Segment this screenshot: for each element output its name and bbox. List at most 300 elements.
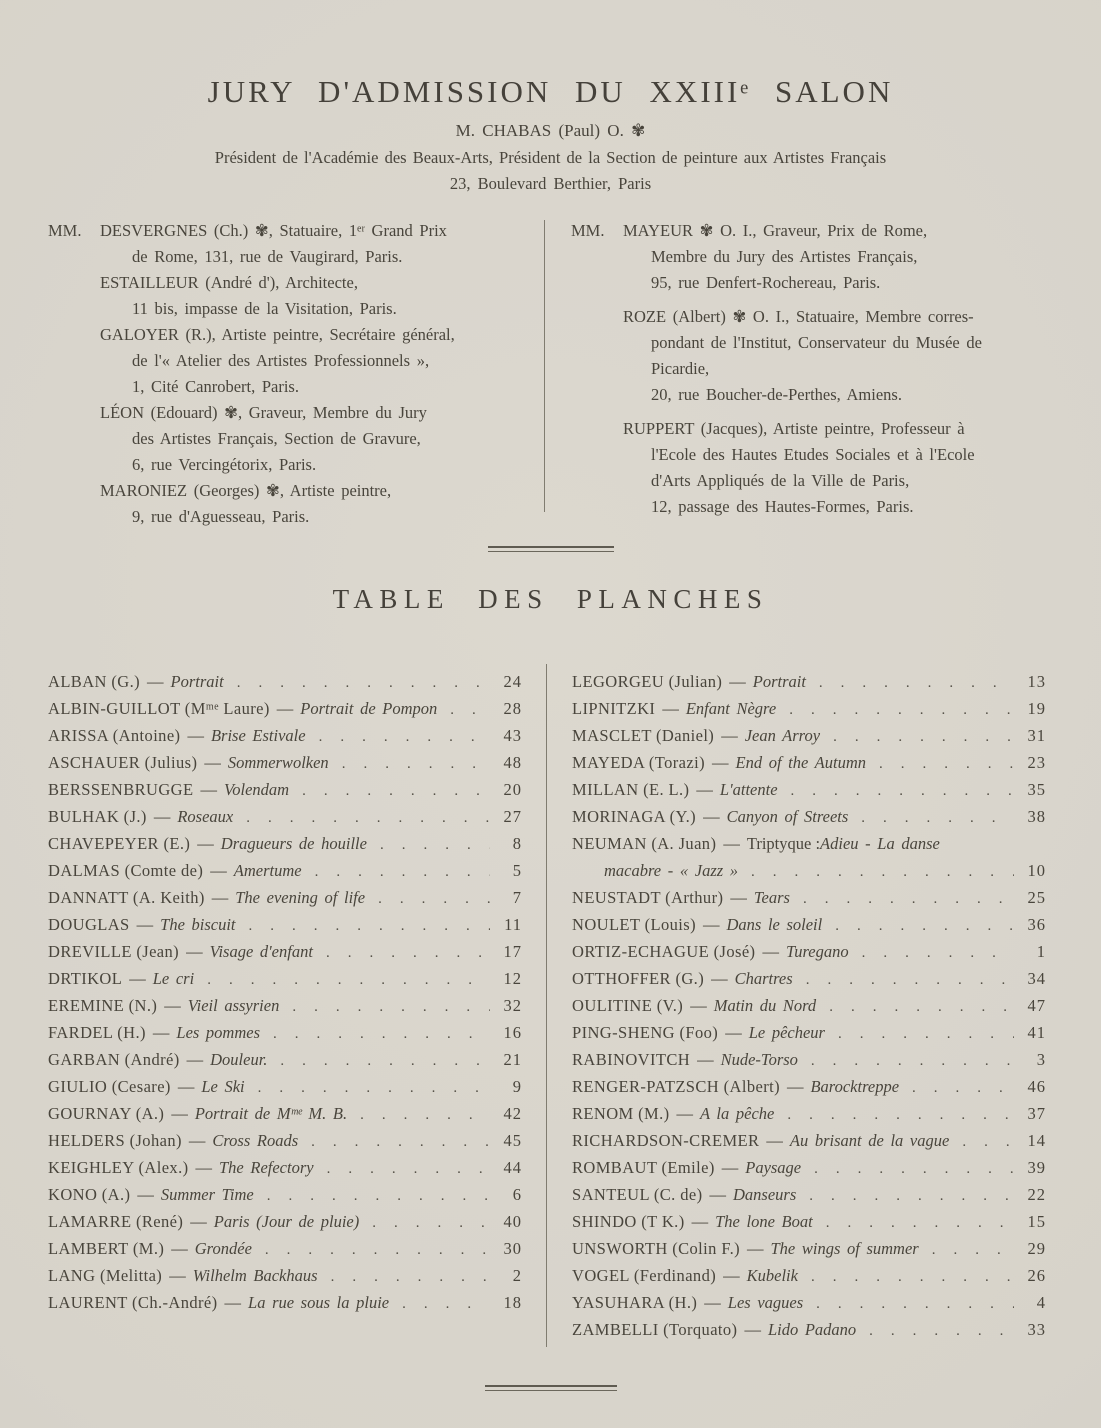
leader-dots (437, 699, 490, 719)
plate-author: LEGORGEU (Julian) (572, 672, 723, 691)
plate-dash: — (762, 942, 779, 961)
plate-dash: — (171, 1104, 188, 1123)
leader-dots (314, 1158, 490, 1178)
plate-entry (48, 1158, 522, 1185)
plate-dash: — (704, 1293, 721, 1312)
jury-president-titles: Président de l'Académie des Beaux-Arts, Président de la Section de peinture aux Artistes Français (214, 148, 887, 167)
plate-page-number: 47 (1027, 996, 1046, 1015)
plate-page-number: 24 (503, 672, 522, 691)
jury-member-line: Picardie, (651, 359, 710, 378)
plate-author: GIULIO (Cesare) (48, 1077, 171, 1096)
jury-member-line: de l'« Atelier des Artistes Professionnels », (132, 351, 430, 370)
plate-title: Paysage (745, 1158, 802, 1177)
leader-dots (778, 780, 1014, 800)
plate-title: Enfant Nègre (685, 699, 777, 718)
leader-dots (790, 888, 1014, 908)
jury-member (571, 218, 1041, 296)
plates-column-left (48, 672, 522, 1347)
plate-title: Paris (Jour de pluie) (213, 1212, 360, 1231)
leader-dots (813, 1212, 1014, 1232)
plate-title: Sommerwolken (227, 753, 329, 772)
plate-title-prefix: Triptyque : (746, 834, 821, 853)
plate-page-number: 37 (1027, 1104, 1046, 1123)
leader-dots (267, 1050, 490, 1070)
plate-entry (572, 1185, 1046, 1212)
jury-member-line: l'Ecole des Hautes Etudes Sociales et à l'Ecole (651, 445, 975, 464)
plate-title: A la pêche (700, 1104, 775, 1123)
plate-dash: — (200, 780, 217, 799)
leader-dots (365, 888, 490, 908)
plate-title: Le Ski (201, 1077, 245, 1096)
plate-dash: — (721, 726, 738, 745)
plate-dash: — (691, 1212, 709, 1231)
plate-entry (572, 834, 1046, 861)
jury-column-left (48, 218, 518, 530)
plate-entry (48, 1266, 522, 1293)
plate-author: KEIGHLEY (Alex.) (48, 1158, 189, 1177)
plate-page-number: 7 (512, 888, 522, 907)
jury-member-line: LÉON (Edouard) ✾, Graveur, Membre du Jury (100, 403, 427, 422)
plate-entry (48, 672, 522, 699)
plate-page-number: 25 (1027, 888, 1046, 907)
plate-entry (48, 1293, 522, 1320)
plate-author: LANG (Melitta) (48, 1266, 163, 1285)
plate-page-number: 30 (503, 1239, 522, 1258)
plate-page-number: 26 (1027, 1266, 1046, 1285)
leader-dots (236, 915, 490, 935)
plate-title: Volendam (223, 780, 290, 799)
plate-author: DALMAS (Comte de) (48, 861, 204, 880)
plate-author: LAMBERT (M.) (48, 1239, 165, 1258)
plate-entry (572, 1158, 1046, 1185)
page-title: JURY D'ADMISSION DU XXIIIᵉ SALON (207, 74, 894, 109)
plate-author: RABINOVITCH (572, 1050, 691, 1069)
plate-dash: — (169, 1266, 186, 1285)
plate-dash: — (276, 699, 294, 718)
plate-dash: — (188, 1131, 206, 1150)
plate-author: GOURNAY (A.) (48, 1104, 165, 1123)
plate-page-number: 35 (1027, 780, 1046, 799)
plate-entry (48, 1077, 522, 1104)
plate-dash: — (766, 1131, 783, 1150)
plate-author: NEUMAN (A. Juan) (572, 834, 717, 853)
plate-author: BULHAK (J.) (48, 807, 147, 826)
plate-page-number: 31 (1027, 726, 1046, 745)
plate-author: ORTIZ-ECHAGUE (José) (572, 942, 756, 961)
plates-column-right (572, 672, 1046, 1347)
plate-page-number: 14 (1027, 1131, 1046, 1150)
plate-author: DRTIKOL (48, 969, 123, 988)
plate-dash: — (187, 726, 204, 745)
plate-page-number: 43 (503, 726, 522, 745)
plate-dash: — (723, 834, 740, 853)
plate-dash: — (224, 1293, 242, 1312)
plate-title: Vieil assyrien (187, 996, 280, 1015)
plate-entry (48, 1104, 522, 1131)
plate-dash: — (129, 969, 146, 988)
plate-entry-continuation (572, 861, 1046, 888)
plate-title: Canyon of Streets (726, 807, 849, 826)
leader-dots (798, 1266, 1014, 1286)
plate-title: Grondée (194, 1239, 252, 1258)
plate-entry (572, 888, 1046, 915)
plate-entry (572, 807, 1046, 834)
leader-dots (367, 834, 490, 854)
jury-member (571, 304, 1041, 408)
plate-title: Portrait de Mᵐᵉ M. B. (194, 1104, 348, 1123)
plate-author: UNSWORTH (Colin F.) (572, 1239, 740, 1258)
leader-dots (194, 969, 490, 989)
leader-dots (856, 1320, 1014, 1340)
leader-dots (347, 1104, 490, 1124)
leader-dots (949, 1131, 1014, 1151)
leader-dots (849, 942, 1014, 962)
plate-page-number: 23 (1027, 753, 1046, 772)
leader-dots (289, 780, 490, 800)
plate-page-number: 5 (512, 861, 522, 880)
plate-dash: — (697, 1050, 714, 1069)
plate-title: Dans le soleil (726, 915, 823, 934)
plate-dash: — (729, 672, 746, 691)
leader-dots (803, 1293, 1014, 1313)
leader-dots (816, 996, 1014, 1016)
jury-president-name: M. CHABAS (Paul) O. ✾ (455, 121, 646, 140)
plate-author: MILLAN (E. L.) (572, 780, 690, 799)
leader-dots (224, 672, 490, 692)
leader-dots (738, 861, 1014, 881)
plate-entry (572, 1104, 1046, 1131)
leader-dots (796, 1185, 1014, 1205)
jury-member (48, 218, 518, 270)
plate-page-number: 46 (1027, 1077, 1046, 1096)
leader-dots (774, 1104, 1014, 1124)
plate-author: NOULET (Louis) (572, 915, 696, 934)
leader-dots (233, 807, 490, 827)
plate-page-number: 39 (1027, 1158, 1046, 1177)
plate-author: DANNATT (A. Keith) (48, 888, 205, 907)
plate-dash: — (186, 942, 203, 961)
plate-author: VOGEL (Ferdinand) (572, 1266, 717, 1285)
plate-author: SHINDO (T K.) (572, 1212, 685, 1231)
plate-entry (48, 1050, 522, 1077)
plate-author: HELDERS (Johan) (48, 1131, 182, 1150)
leader-dots (302, 861, 490, 881)
plate-title: Barocktreppe (810, 1077, 900, 1096)
jury-member (48, 400, 518, 478)
plates-column-divider (546, 664, 547, 1347)
jury-member-line: de Rome, 131, rue de Vaugirard, Paris. (132, 247, 403, 266)
plate-author: LAMARRE (René) (48, 1212, 184, 1231)
plate-title: Danseurs (733, 1185, 797, 1204)
plate-entry (572, 1266, 1046, 1293)
plate-entry (572, 699, 1046, 726)
leader-dots (359, 1212, 490, 1232)
leader-dots (306, 726, 490, 746)
jury-member-line: ROZE (Albert) ✾ O. I., Statuaire, Membre corres- (623, 307, 974, 326)
jury-member (48, 270, 518, 322)
jury-member-line: Membre du Jury des Artistes Français, (651, 247, 918, 266)
plate-page-number: 8 (512, 834, 522, 853)
plate-author: ROMBAUT (Emile) (572, 1158, 715, 1177)
plate-entry (48, 699, 522, 726)
plate-author: YASUHARA (H.) (572, 1293, 698, 1312)
leader-dots (776, 699, 1014, 719)
jury-member-line: 11 bis, impasse de la Visitation, Paris. (132, 299, 397, 318)
plates-table-title: TABLE DES PLANCHES (332, 584, 769, 614)
leader-dots (801, 1158, 1014, 1178)
plate-title: The wings of summer (770, 1239, 919, 1258)
plate-page-number: 1 (1036, 942, 1046, 961)
plate-title: Au brisant de la vague (789, 1131, 950, 1150)
plate-entry (48, 1023, 522, 1050)
leader-dots (389, 1293, 490, 1313)
leader-dots (279, 996, 490, 1016)
leader-dots (252, 1239, 490, 1259)
plate-dash: — (211, 888, 229, 907)
plate-page-number: 22 (1027, 1185, 1046, 1204)
jury-section (0, 218, 1101, 530)
leader-dots (806, 672, 1014, 692)
jury-mm-label: MM. (48, 221, 82, 240)
plate-entry (48, 1212, 522, 1239)
jury-member-line: 6, rue Vercingétorix, Paris. (132, 455, 317, 474)
plate-title: Tears (753, 888, 790, 907)
plate-entry (48, 996, 522, 1023)
plate-page-number: 4 (1036, 1293, 1046, 1312)
plate-title: Matin du Nord (713, 996, 817, 1015)
plate-title: Nude-Torso (720, 1050, 798, 1069)
plate-dash: — (747, 1239, 764, 1258)
plate-title: Le cri (152, 969, 195, 988)
plate-title: The evening of life (235, 888, 366, 907)
plate-entry (572, 672, 1046, 699)
plate-author: MORINAGA (Y.) (572, 807, 697, 826)
leader-dots (245, 1077, 490, 1097)
plate-entry (572, 1320, 1046, 1347)
plate-author: LIPNITZKI (572, 699, 656, 718)
plate-title: Portrait (752, 672, 806, 691)
plate-entry (48, 888, 522, 915)
plate-title-continued: macabre - « Jazz » (604, 861, 739, 880)
plate-title: Les pommes (176, 1023, 261, 1042)
plate-title: Amertume (233, 861, 302, 880)
plate-page-number: 28 (503, 699, 522, 718)
plate-page-number: 32 (503, 996, 522, 1015)
plate-page-number: 42 (503, 1104, 522, 1123)
plates-table (0, 672, 1101, 1347)
plate-dash: — (725, 1023, 742, 1042)
jury-member-line: des Artistes Français, Section de Gravure, (132, 429, 421, 448)
jury-member (48, 478, 518, 530)
plate-author: ALBIN-GUILLOT (Mᵐᵉ Laure) (48, 699, 270, 718)
plate-title: Roseaux (177, 807, 234, 826)
plate-page-number: 29 (1027, 1239, 1046, 1258)
plate-entry (572, 780, 1046, 807)
plate-author: RICHARDSON-CREMER (572, 1131, 760, 1150)
leader-dots (798, 1050, 1014, 1070)
plate-title: Portrait (170, 672, 224, 691)
plate-page-number: 12 (503, 969, 522, 988)
plate-dash: — (137, 1185, 154, 1204)
plate-page-number: 44 (503, 1158, 522, 1177)
plate-page-number: 15 (1027, 1212, 1046, 1231)
plate-dash: — (730, 888, 747, 907)
jury-member-line: 1, Cité Canrobert, Paris. (132, 377, 299, 396)
section-divider-rule (488, 546, 614, 552)
plate-page-number: 16 (503, 1023, 522, 1042)
plate-title: L'attente (719, 780, 778, 799)
plate-dash: — (703, 807, 720, 826)
plate-dash: — (210, 861, 227, 880)
plate-entry (48, 942, 522, 969)
leader-dots (329, 753, 490, 773)
plate-dash: — (723, 1266, 740, 1285)
plate-entry (48, 915, 522, 942)
plate-entry (572, 1131, 1046, 1158)
jury-member-line: MAYEUR ✾ O. I., Graveur, Prix de Rome, (623, 221, 928, 240)
plate-page-number: 3 (1036, 1050, 1046, 1069)
jury-member-line: 9, rue d'Aguesseau, Paris. (132, 507, 310, 526)
jury-member-line: 12, passage des Hautes-Formes, Paris. (651, 497, 914, 516)
plate-title: Les vagues (727, 1293, 804, 1312)
jury-member-line: RUPPERT (Jacques), Artiste peintre, Professeur à (623, 419, 965, 438)
plate-dash: — (744, 1320, 761, 1339)
plate-author: GARBAN (André) (48, 1050, 180, 1069)
plate-title: Visage d'enfant (209, 942, 313, 961)
plate-dash: — (676, 1104, 693, 1123)
plate-entry (48, 834, 522, 861)
plate-dash: — (711, 969, 728, 988)
jury-mm-label: MM. (571, 221, 605, 240)
jury-member-line: pondant de l'Institut, Conservateur du Musée de (651, 333, 982, 352)
plate-dash: — (702, 915, 720, 934)
plate-entry (572, 753, 1046, 780)
plate-dash: — (152, 1023, 170, 1042)
plate-title: La rue sous la pluie (248, 1293, 390, 1312)
plate-page-number: 33 (1027, 1320, 1046, 1339)
plate-title: The lone Boat (715, 1212, 813, 1231)
plate-page-number: 21 (503, 1050, 522, 1069)
plate-entry (48, 780, 522, 807)
plate-author: DREVILLE (Jean) (48, 942, 180, 961)
plate-dash: — (136, 915, 154, 934)
plate-entry (48, 726, 522, 753)
plate-author: KONO (A.) (48, 1185, 131, 1204)
leader-dots (919, 1239, 1014, 1259)
plate-author: EREMINE (N.) (48, 996, 158, 1015)
jury-member-line: DESVERGNES (Ch.) ✾, Statuaire, 1ᵉʳ Grand Prix (100, 221, 447, 240)
plate-page-number: 27 (503, 807, 522, 826)
jury-member-line: GALOYER (R.), Artiste peintre, Secrétaire général, (100, 325, 455, 344)
plate-entry (572, 915, 1046, 942)
plate-entry (572, 1023, 1046, 1050)
plate-page-number: 36 (1027, 915, 1046, 934)
plate-dash: — (662, 699, 679, 718)
plate-entry (48, 1185, 522, 1212)
plate-author: FARDEL (H.) (48, 1023, 146, 1042)
plate-dash: — (712, 753, 729, 772)
plate-author: OULITINE (V.) (572, 996, 684, 1015)
plate-author: MAYEDA (Torazi) (572, 753, 706, 772)
plate-page-number: 48 (503, 753, 522, 772)
plate-dash: — (195, 1158, 212, 1177)
plate-page-number: 19 (1027, 699, 1046, 718)
leader-dots (298, 1131, 490, 1151)
plate-dash: — (204, 753, 221, 772)
plate-page-number: 6 (512, 1185, 522, 1204)
plate-title: Lido Padano (767, 1320, 857, 1339)
plate-title: Chartres (734, 969, 793, 988)
leader-dots (793, 969, 1014, 989)
bottom-rule (485, 1385, 617, 1391)
plate-entry (48, 753, 522, 780)
jury-column-divider (544, 220, 545, 512)
plate-author: ASCHAUER (Julius) (48, 753, 198, 772)
plate-author: BERSSENBRUGGE (48, 780, 194, 799)
plate-dash: — (177, 1077, 195, 1096)
plate-dash: — (709, 1185, 726, 1204)
plate-dash: — (721, 1158, 739, 1177)
plate-title: Dragueurs de houille (220, 834, 367, 853)
jury-member-line: 20, rue Boucher-de-Perthes, Amiens. (651, 385, 902, 404)
jury-president-address: 23, Boulevard Berthier, Paris (449, 174, 652, 193)
plate-author: MASCLET (Daniel) (572, 726, 715, 745)
plate-title: Summer Time (160, 1185, 254, 1204)
leader-dots (848, 807, 1014, 827)
leader-dots (260, 1023, 490, 1043)
plate-dash: — (186, 1050, 204, 1069)
plate-dash: — (197, 834, 214, 853)
plate-title: The Refectory (219, 1158, 314, 1177)
jury-member-line: 95, rue Denfert-Rochereau, Paris. (651, 273, 881, 292)
jury-member (571, 416, 1041, 520)
plate-page-number: 34 (1027, 969, 1046, 988)
plate-author: DOUGLAS (48, 915, 130, 934)
plate-entry (572, 1239, 1046, 1266)
plate-page-number: 40 (503, 1212, 522, 1231)
plate-title: Cross Roads (212, 1131, 299, 1150)
plate-title: Adieu - La danse (820, 834, 940, 853)
plate-entry (48, 807, 522, 834)
plate-page-number: 38 (1027, 807, 1046, 826)
plate-entry (572, 1050, 1046, 1077)
leader-dots (822, 915, 1014, 935)
plate-title: The biscuit (160, 915, 236, 934)
plate-page-number: 45 (503, 1131, 522, 1150)
plate-page-number: 41 (1027, 1023, 1046, 1042)
plate-dash: — (696, 780, 713, 799)
jury-column-right (571, 218, 1041, 530)
leader-dots (866, 753, 1014, 773)
plate-title: Turegano (785, 942, 849, 961)
plate-page-number: 17 (503, 942, 522, 961)
plate-dash: — (190, 1212, 207, 1231)
plate-dash: — (164, 996, 181, 1015)
plate-dash: — (786, 1077, 804, 1096)
plate-page-number: 2 (512, 1266, 522, 1285)
leader-dots (825, 1023, 1014, 1043)
plate-title: Kubelik (746, 1266, 798, 1285)
plate-dash: — (153, 807, 171, 826)
leader-dots (318, 1266, 490, 1286)
leader-dots (820, 726, 1014, 746)
plate-entry (48, 969, 522, 996)
plate-author: ZAMBELLI (Torquato) (572, 1320, 738, 1339)
plate-author: CHAVEPEYER (E.) (48, 834, 191, 853)
plate-title: Portrait de Pompon (300, 699, 438, 718)
plate-entry (572, 1212, 1046, 1239)
plate-author: RENGER-PATZSCH (Albert) (572, 1077, 780, 1096)
